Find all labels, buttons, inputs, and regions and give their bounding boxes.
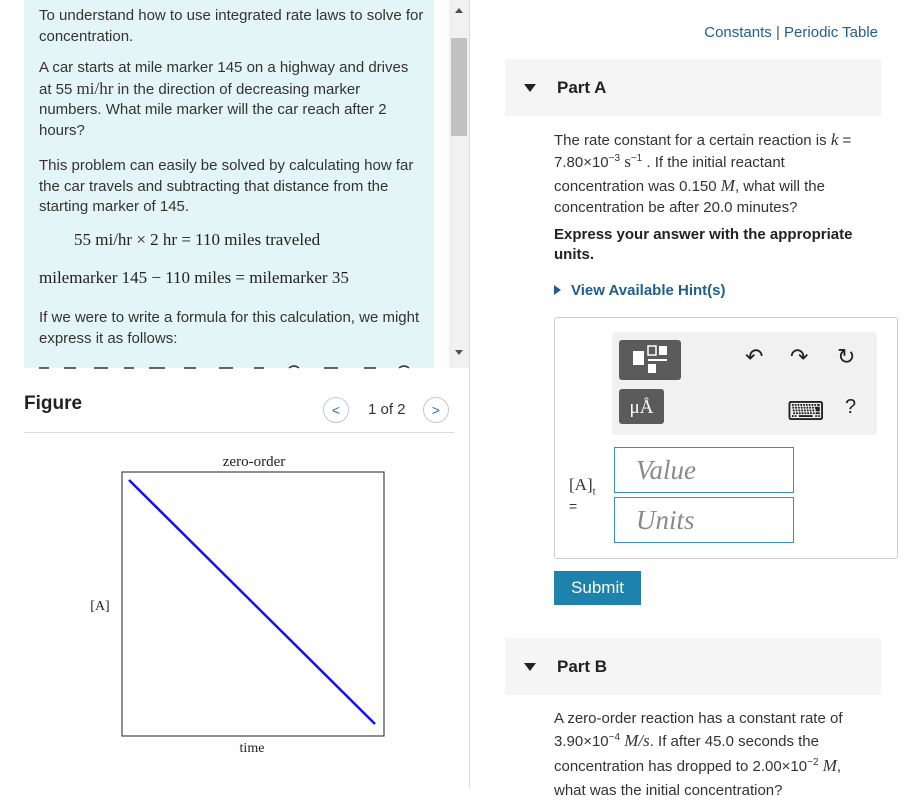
panel-divider (469, 0, 470, 789)
chart-y-label: [A] (90, 599, 110, 614)
figure-title: Figure (24, 393, 83, 414)
help-icon[interactable]: ? (845, 396, 857, 418)
intro-panel (24, 0, 434, 368)
templates-icon (619, 340, 681, 380)
intro-goal-text: To understand how to use integrated rate laws to solve for concentration. (39, 7, 424, 45)
figure-prev-button[interactable]: < (323, 397, 349, 423)
figure-pager-text: 1 of 2 (368, 401, 406, 418)
constants-link[interactable]: Constants (704, 24, 772, 41)
reset-icon[interactable]: ↻ (837, 344, 856, 369)
answer-instruction: Express your answer with the appropriate units. (554, 226, 853, 263)
figure-next-button[interactable]: > (423, 397, 449, 423)
equation-milemarker: milemarker 145 − 110 miles = milemarker 35 (39, 268, 349, 287)
zero-order-chart (80, 445, 400, 765)
part-b-question: A zero-order reaction has a constant rate of $3.90\times 10^{-4}$ M/s. If after 45.0 seconds the concentration has dropped to $2.00\times 10^{-2}$ M, what was the initial concentration? (554, 710, 843, 799)
expand-hint-icon (554, 285, 561, 295)
answer-variable-label: $[A]_t$ (569, 475, 596, 498)
figure-separator (24, 432, 454, 433)
intro-explanation: This problem can easily be solved by calculating how far the car travels and subtracting that distance from the starting marker of 145. (39, 157, 414, 215)
redo-icon[interactable]: ↷ (790, 344, 809, 369)
answer-box (554, 317, 898, 559)
cutoff-formula-fragment (24, 364, 434, 370)
chart-series-line-0 (129, 480, 375, 724)
intro-car-problem: A car starts at mile marker 145 on a highway and drives at 55 mi/hr in the direction of decreasing marker numbers. What mile marker will the car reach after 2 hours? (39, 59, 409, 139)
equals-sign: = (569, 498, 578, 514)
chart-title: zero-order (222, 454, 286, 470)
part-a-header[interactable] (505, 59, 881, 116)
value-input[interactable]: Value (614, 447, 794, 493)
units-input[interactable]: Units (614, 497, 794, 543)
top-links (704, 24, 878, 41)
part-a-label: Part A (557, 78, 607, 97)
periodic-table-link[interactable]: Periodic Table (784, 24, 878, 41)
templates-button[interactable] (619, 340, 681, 380)
scroll-thumb[interactable] (451, 38, 467, 136)
scroll-down-arrow-icon[interactable] (455, 350, 463, 355)
submit-button[interactable]: Submit (554, 571, 641, 605)
chart-series-group (129, 480, 375, 724)
scroll-up-arrow-icon[interactable] (455, 8, 463, 13)
collapse-caret-icon[interactable] (524, 84, 536, 92)
view-hints-link[interactable]: View Available Hint(s) (554, 282, 726, 299)
keyboard-icon[interactable]: ⌨ (787, 396, 825, 426)
units-button[interactable]: μÅ (619, 389, 664, 424)
part-b-label: Part B (557, 657, 608, 676)
math-toolbar (612, 332, 877, 435)
equation-distance: 55 mi/hr × 2 hr = 110 miles traveled (74, 230, 321, 249)
collapse-caret-icon[interactable] (524, 663, 536, 671)
units-mi-hr: mi/hr (76, 78, 114, 98)
chart-x-label: time (239, 741, 265, 756)
intro-scrollbar[interactable] (449, 0, 469, 368)
intro-formula-text: If we were to write a formula for this calculation, we might express it as follows: (39, 309, 420, 347)
links-separator: | (775, 24, 780, 41)
part-a-question: The rate constant for a certain reaction is k = $7.80\times 10^{-3}$ $s^{-1}$ . If the initial reactant concentration was 0.150 M, what will the concentration be after 20.0 minutes? (554, 130, 852, 216)
part-b-header[interactable] (505, 638, 881, 695)
undo-icon[interactable]: ↶ (745, 344, 764, 369)
